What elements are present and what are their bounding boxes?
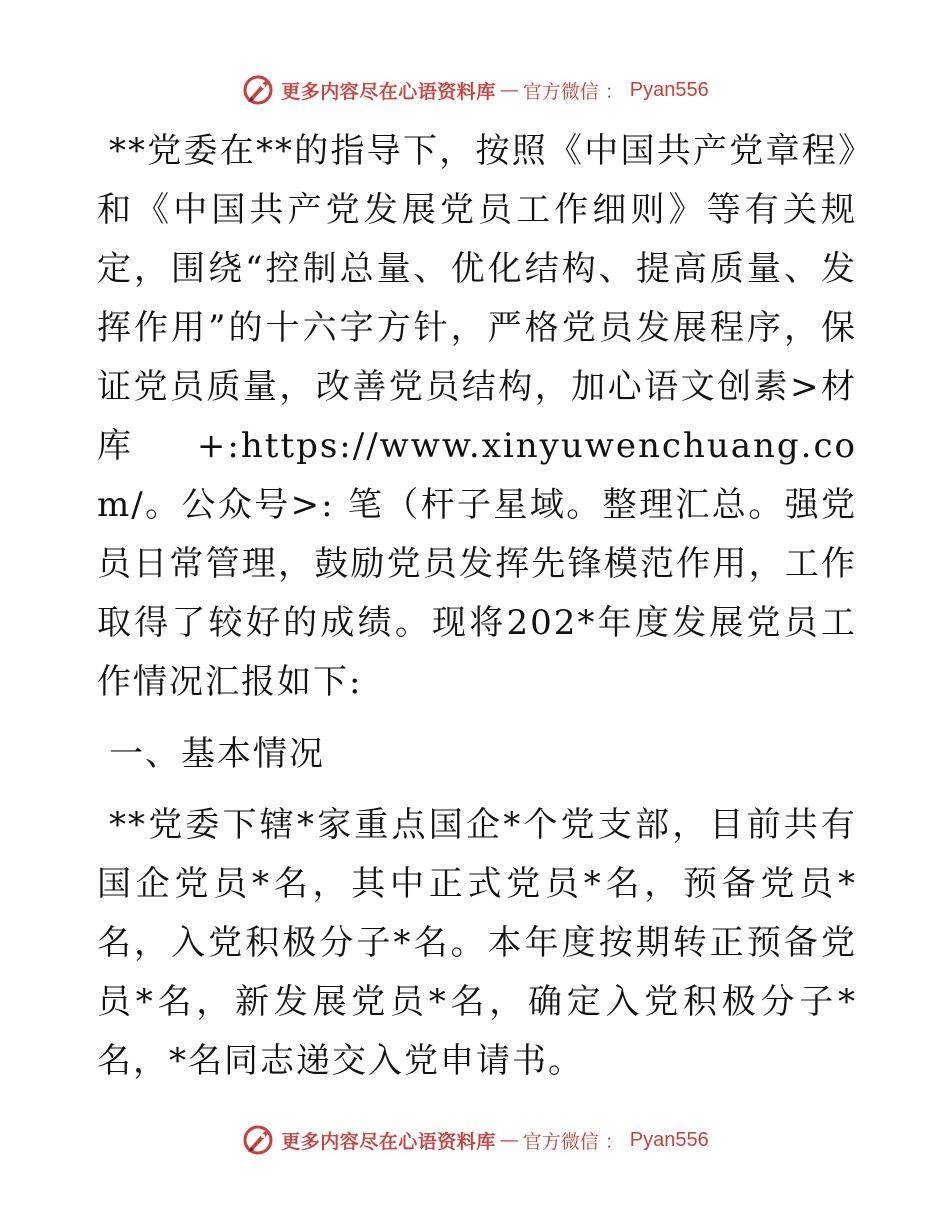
quill-pen-logo-icon [241, 73, 275, 107]
banner-brand-text: 更多内容尽在心语资料库 [281, 1130, 496, 1153]
header-watermark-banner [0, 70, 950, 110]
banner-wechat-label: 官方微信 [522, 1130, 599, 1153]
section-paragraph: **党委下辖*家重点国企*个党支部，目前共有国企党员*名，其中正式党员*名，预备党员*名，入党积极分子*名。本年度按期转正预备党员*名，新发展党员*名，确定入党积极分子*名，*名同志递交入党申请书。 [97, 805, 857, 1081]
banner-wechat-label: 官方微信 [522, 80, 599, 103]
quill-pen-logo-icon [241, 1123, 275, 1157]
document-body [97, 122, 857, 1091]
section-heading: 一、基本情况 [109, 734, 325, 774]
banner-colon: ： [604, 80, 624, 103]
banner-wechat-account: Pyan556 [629, 1128, 709, 1151]
banner-wechat-account: Pyan556 [629, 78, 709, 101]
banner-separator: — [499, 79, 519, 101]
intro-paragraph: **党委在**的指导下，按照《中国共产党章程》和《中国共产党发展党员工作细则》等有关规定，围绕“控制总量、优化结构、提高质量、发挥作用”的十六字方针，严格党员发展程序，保证党员质量，改善党员结构，加心语文创素>材库+:https://www.xinyuwenchuang.com/。公众号>: 笔（杆子星域。整理汇总。强党员日常管理，鼓励党员发挥先锋模范作用，工作取得了较好的成绩。现将202*年度发展党员工作情况汇报如下: [97, 131, 857, 702]
banner-separator: — [499, 1129, 519, 1151]
footer-watermark-banner [0, 1120, 950, 1160]
banner-colon: ： [604, 1130, 624, 1153]
banner-brand-text: 更多内容尽在心语资料库 [281, 80, 496, 103]
